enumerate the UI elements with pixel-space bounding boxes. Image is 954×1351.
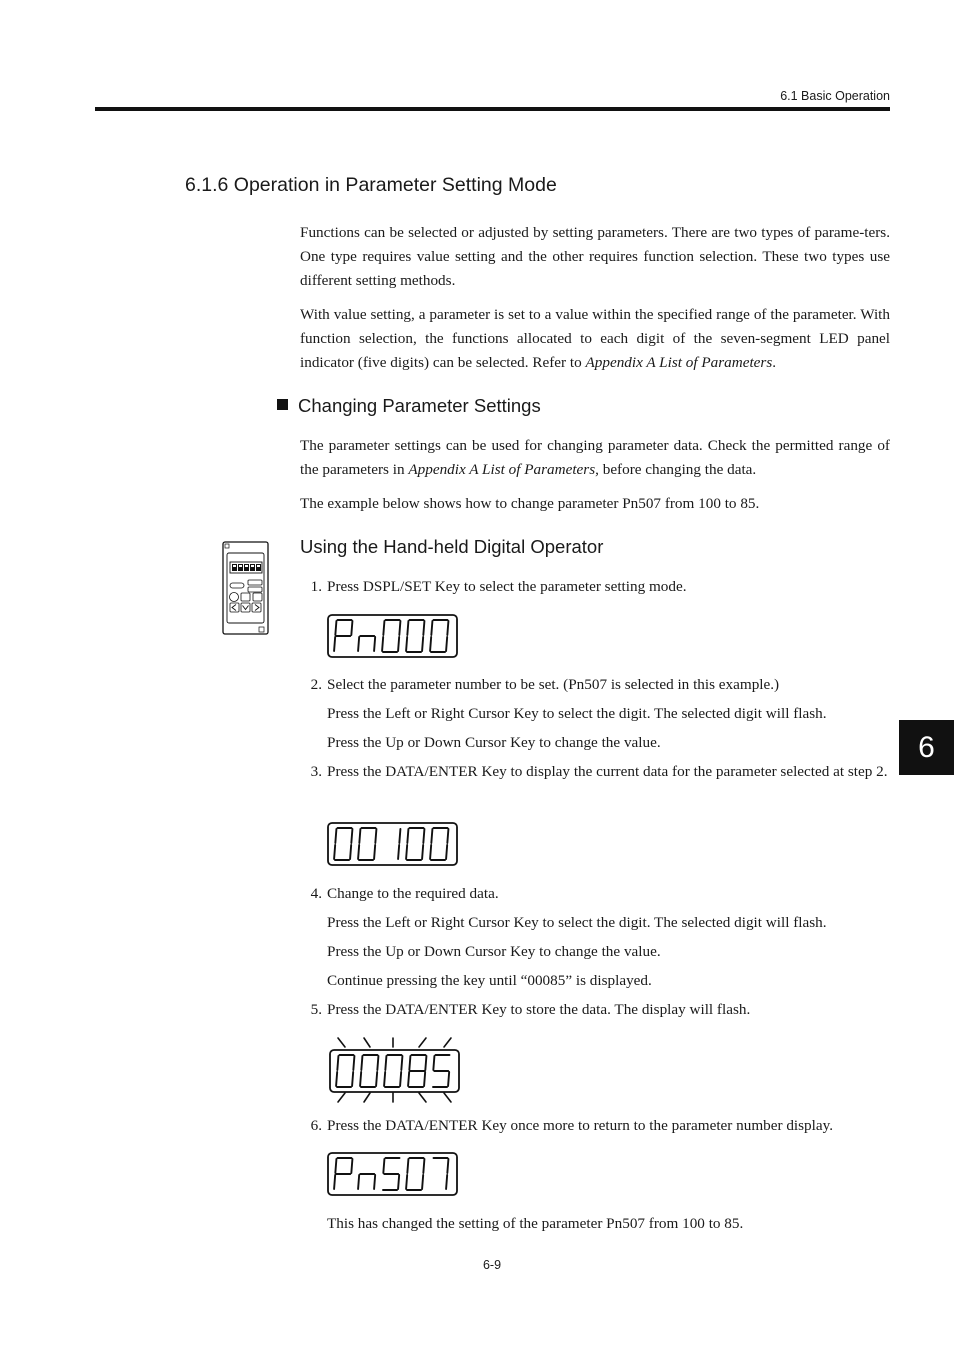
step-1: 1. Press DSPL/SET Key to select the parameter setting mode. xyxy=(310,578,687,595)
subsection-paragraph-2: The example below shows how to change parameter Pn507 from 100 to 85. xyxy=(300,495,760,512)
seven-segment-display-00100 xyxy=(327,822,459,868)
step-2-detail-2: Press the Up or Down Cursor Key to change the value. xyxy=(327,734,661,751)
step-3: 3. Press the DATA/ENTER Key to display the current data for the parameter selected at step 2. xyxy=(310,763,888,780)
step-4-detail-2: Press the Up or Down Cursor Key to change the value. xyxy=(327,943,661,960)
step-2: 2. Select the parameter number to be set. (Pn507 is selected in this example.) xyxy=(310,676,780,693)
square-bullet-icon xyxy=(277,399,288,410)
conclusion: This has changed the setting of the parameter Pn507 from 100 to 85. xyxy=(327,1215,744,1232)
step-5: 5. Press the DATA/ENTER Key to store the data. The display will flash. xyxy=(310,1001,751,1018)
step-4-detail-1: Press the Left or Right Cursor Key to select the digit. The selected digit will flash. xyxy=(327,914,827,931)
seven-segment-display-00085-flashing xyxy=(327,1034,463,1106)
intro-paragraph-1: Functions can be selected or adjusted by setting parameters. There are two types of parame-ters. One type requires value setting and the other requires function selection. These two types use different setting methods. xyxy=(300,224,890,289)
step-6: 6. Press the DATA/ENTER Key once more to return to the parameter number display. xyxy=(310,1117,834,1134)
step-2-detail-1: Press the Left or Right Cursor Key to select the digit. The selected digit will flash. xyxy=(327,705,827,722)
subsection-paragraph-1: The parameter settings can be used for changing parameter data. Check the permitted range of the parameters in Appendix A List of Parameters, before changing the data. xyxy=(300,437,890,478)
header-rule xyxy=(95,107,890,111)
subsection-heading: Changing Parameter Settings xyxy=(277,395,541,417)
operator-section-heading: Using the Hand-held Digital Operator xyxy=(300,536,604,557)
appendix-reference: Appendix A List of Parameters xyxy=(585,354,773,371)
step-4-detail-3: Continue pressing the key until “00085” is displayed. xyxy=(327,972,652,989)
hand-held-digital-operator-icon xyxy=(222,541,270,636)
seven-segment-display-pn000 xyxy=(327,614,459,660)
running-header: 6.1 Basic Operation xyxy=(780,89,890,103)
chapter-tab: 6 xyxy=(899,720,954,775)
section-title: 6.1.6 Operation in Parameter Setting Mode xyxy=(185,174,557,196)
step-4: 4. Change to the required data. xyxy=(310,885,499,902)
intro-paragraph-2: With value setting, a parameter is set to a value within the specified range of the parameter. With function selection, the functions allocated to each digit of the seven-segment LED panel indicator (five digits) can be selected. Refer to Appendix A List of Parameters. xyxy=(300,306,890,371)
seven-segment-display-pn507 xyxy=(327,1152,459,1198)
page-number: 6-9 xyxy=(482,1258,502,1272)
appendix-reference: Appendix A List of Parameters xyxy=(408,461,596,478)
